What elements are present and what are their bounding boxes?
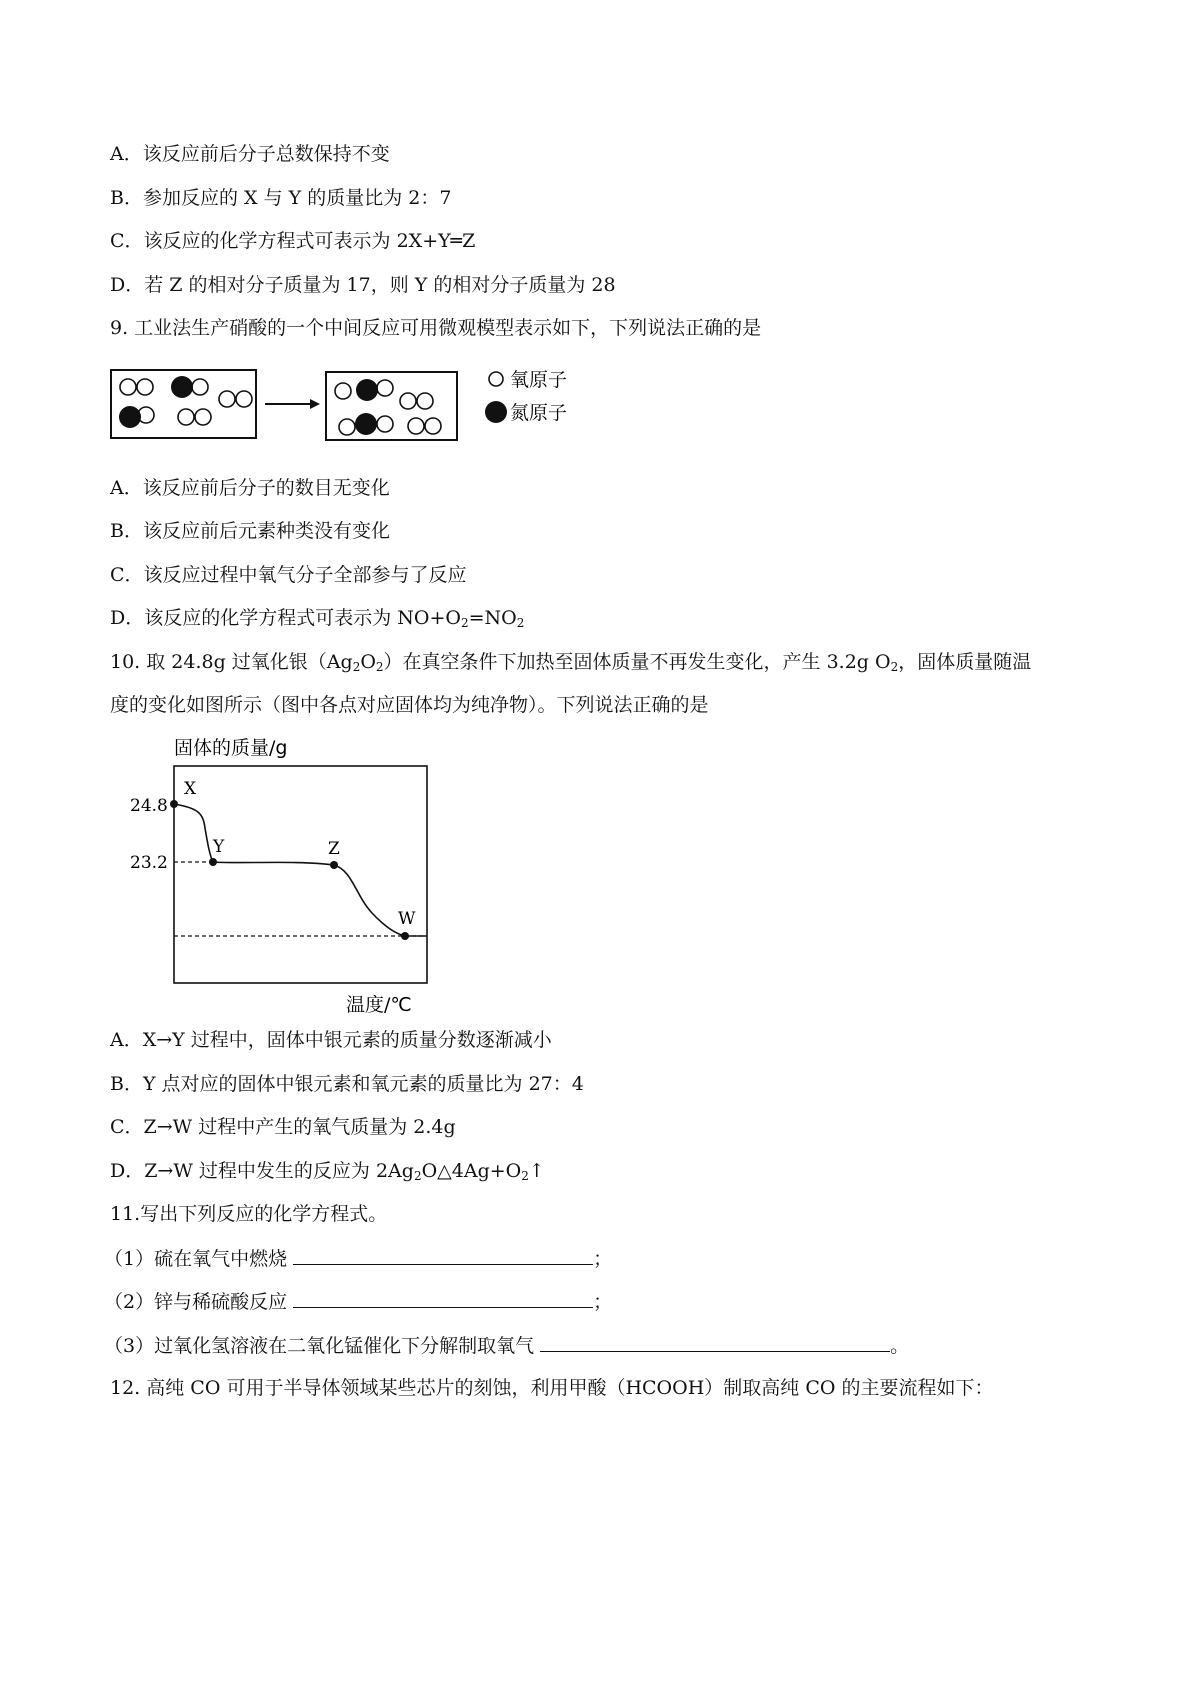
q9-option-d: D．该反应的化学方程式可表示为 $NO+O_2=NO_2$ [110, 607, 525, 630]
point-x [170, 800, 178, 808]
mass-temperature-chart [120, 728, 480, 1024]
q9-stem: 9. 工业法生产硝酸的一个中间反应可用微观模型表示如下，下列说法正确的是 [110, 317, 762, 339]
label-w: W [398, 909, 416, 929]
ytick-24-8: 24.8 [130, 796, 168, 816]
q8-option-a: A．该反应前后分子总数保持不变 [110, 143, 390, 165]
q8-option-d: D．若 Z 的相对分子质量为 17，则 Y 的相对分子质量为 28 [110, 274, 616, 296]
q9-option-b: B．该反应前后元素种类没有变化 [110, 520, 390, 542]
point-w [401, 932, 409, 940]
point-z [330, 861, 338, 869]
q11-part2: （2）锌与稀硫酸反应 ； [104, 1291, 613, 1313]
label-y: Y [213, 837, 225, 857]
label-x: X [184, 779, 197, 799]
q10-option-c: C．Z→W 过程中产生的氧气质量为 2.4g [110, 1116, 456, 1138]
mass-curve [174, 804, 427, 936]
point-y [209, 858, 217, 866]
q10-option-b: B．Y 点对应的固体中银元素和氧元素的质量比为 27：4 [110, 1073, 584, 1095]
q11-part3: （3）过氧化氢溶液在二氧化锰催化下分解制取氧气 。 [104, 1335, 910, 1357]
label-z: Z [328, 839, 340, 859]
legend-oxygen: 氧原子 [510, 369, 568, 391]
q12-stem: 12. 高纯 CO 可用于半导体领域某些芯片的刻蚀，利用甲酸（HCOOH）制取高纯 CO 的主要流程如下： [110, 1377, 994, 1399]
chart-ylabel: 固体的质量/g [174, 737, 288, 759]
chart-xlabel: 温度/℃ [346, 994, 412, 1016]
ytick-23-2: 23.2 [130, 853, 168, 873]
q11-answer-blank-3[interactable] [540, 1333, 890, 1352]
q11-stem: 11.写出下列反应的化学方程式。 [110, 1203, 388, 1225]
q10-option-a: A．X→Y 过程中，固体中银元素的质量分数逐渐减小 [110, 1029, 552, 1051]
q11-answer-blank-1[interactable] [293, 1246, 593, 1265]
q10-stem-line2: 度的变化如图所示（图中各点对应固体均为纯净物）。下列说法正确的是 [110, 694, 709, 716]
q9-option-a: A．该反应前后分子的数目无变化 [110, 477, 390, 499]
molecule-model-diagram [108, 362, 588, 444]
nitrogen-atom-icon [485, 401, 507, 423]
q8-option-c: C．该反应的化学方程式可表示为 2X+Y═Z [110, 230, 476, 252]
q9-option-c: C．该反应过程中氧气分子全部参与了反应 [110, 564, 467, 586]
q11-answer-blank-2[interactable] [293, 1289, 593, 1308]
q10-stem-line1: 10. 取 24.8g 过氧化银$(Ag_2O_2)$在真空条件下加热至固体质量不再发生变化，产生 3.2g $O_2$，固体质量随温 [110, 651, 1032, 674]
legend-nitrogen: 氮原子 [510, 402, 568, 424]
q11-part1: （1）硫在氧气中燃烧 ； [104, 1248, 613, 1270]
q8-option-b: B．参加反应的 X 与 Y 的质量比为 2：7 [110, 187, 452, 209]
q10-option-d: D．Z→W 过程中发生的反应为 $2Ag_2O\triangle 4Ag+O_2↑$ [110, 1160, 545, 1183]
chart-frame [174, 766, 427, 983]
oxygen-atom-icon [489, 372, 503, 386]
